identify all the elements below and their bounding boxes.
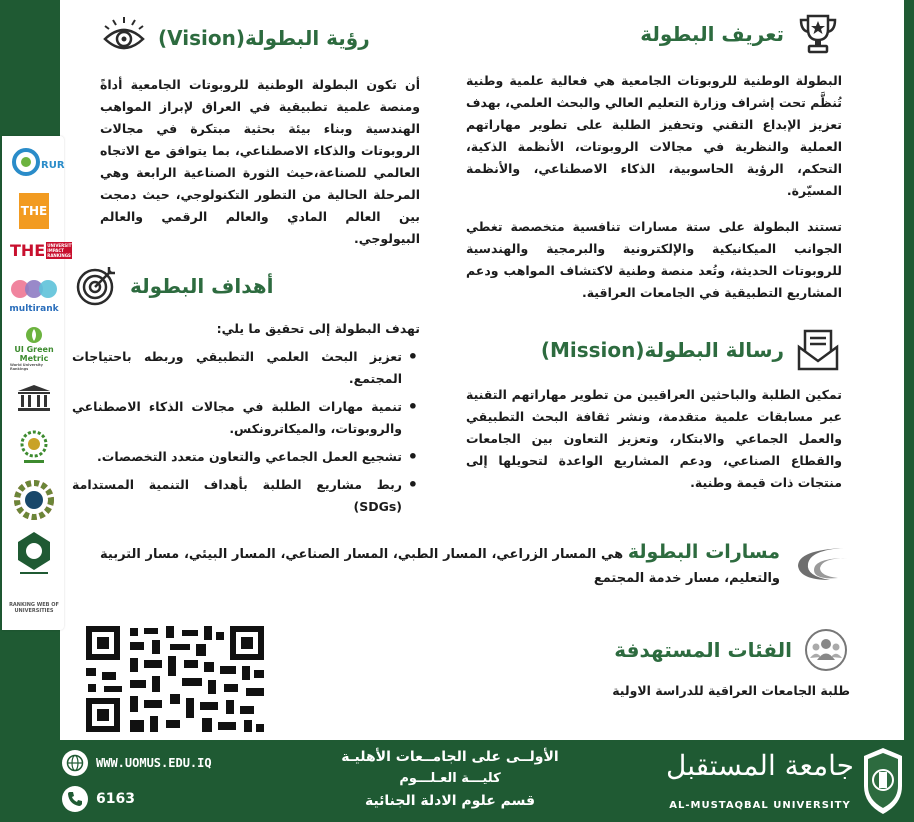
the-impact-sub: UNIVERSITY IMPACT RANKINGS	[47, 242, 75, 258]
target-section	[560, 626, 850, 702]
university-name-block	[664, 746, 856, 811]
greenmetric-sub: World University Rankings	[10, 363, 43, 371]
phone-number[interactable]: 6163	[96, 791, 135, 807]
right-frame	[904, 0, 914, 740]
institution-columns-icon	[10, 380, 58, 416]
phone-row[interactable]	[62, 786, 135, 812]
eye-icon	[100, 14, 148, 62]
goals-heading	[72, 262, 420, 310]
definition-heading	[466, 10, 842, 58]
svg-text:RUR: RUR	[41, 160, 65, 171]
goal-item: • تنمية مهارات الطلبة في مجالات الذكاء الاصطناعي والروبوتات، والميكاترونكس.	[72, 396, 420, 440]
tracks-section	[100, 540, 850, 591]
footer-bar	[0, 740, 914, 822]
university-name-en: AL-MUSTAQBAL UNIVERSITY	[669, 800, 851, 811]
vision-section	[100, 14, 420, 250]
qr-code[interactable]	[86, 626, 264, 732]
university-emblem-icon	[860, 746, 906, 816]
footer-line-3: قسم علوم الادلة الجنائية	[364, 793, 536, 809]
the-impact-logo	[10, 236, 75, 264]
goals-title: أهداف البطولة	[130, 274, 274, 298]
footer-line-2: كليـــة العـلـــوم	[399, 771, 501, 786]
goals-section	[72, 262, 420, 524]
definition-paragraph-1: البطولة الوطنية للروبوتات الجامعية هي فعالية علمية وطنية تُنظَّم تحت إشراف وزارة التعليم العالي والبحث العلمي، بهدف تعزيز الإبداع التقني وتحفيز الطلبة على تطوير مهاراتهم العملية والنظرية في مجالات الروبوتات، الأنظمة الذكية، التحكم، الرؤية الحاسوبية، الذكاء الاصطناعي، والأنظمة المسيّرة.	[466, 73, 842, 198]
phone-icon	[62, 786, 88, 812]
definition-title: تعريف البطولة	[640, 22, 784, 46]
rur-logo	[10, 144, 65, 184]
webometrics-logo	[10, 592, 58, 624]
goal-item: • تشجيع العمل الجماعي والتعاون متعدد التخصصات.	[72, 446, 420, 468]
the-logo-text: THE	[19, 193, 49, 229]
target-title: الفئات المستهدفة	[614, 638, 792, 662]
goal-item: • ربط مشاريع الطلبة بأهداف التنمية المستدامة (SDGs)	[72, 474, 420, 518]
tracks-swoosh-icon	[790, 540, 850, 588]
trophy-icon	[794, 10, 842, 58]
the-logo	[10, 192, 58, 230]
target-icon	[72, 262, 120, 310]
website-link[interactable]: WWW.UOMUS.EDU.IQ	[96, 756, 212, 770]
multirank-logo	[10, 270, 58, 318]
definition-section	[466, 10, 842, 304]
greenmetric-text: UI Green Metric	[14, 345, 54, 363]
definition-paragraph-2: تستند البطولة على ستة مسارات تنافسية متخصصة تغطي الجوانب الميكانيكية والإلكترونية والبرمجية والهندسية للروبوتات الحديثة، وتُعد منصة وطنية لاكتشاف المواهب ودعم المشاريع التطبيقية في الجامعات العراقية.	[466, 219, 842, 300]
vision-heading	[100, 14, 420, 62]
the-impact-text: THE	[10, 240, 46, 260]
footer-center-text	[300, 746, 600, 812]
vision-title: رؤية البطولة(Vision)	[158, 26, 370, 50]
vision-text: أن تكون البطولة الوطنية للروبوتات الجامعية أداةً ومنصة علمية تطبيقية في العراق لإبراز المواهب الهندسية وبناء بيئة بحثية مبتكرة في مجالات الروبوتات والذكاء الاصطناعي، بما يتوافق مع الاتجاه العالمي للصناعة،حيث الثورة الصناعية الرابعة وهي المرحلة الحالية من التطور التكنولوجي، حيث دمجت بين العالم المادي والعالم الرقمي والعالم البيولوجي.	[100, 77, 420, 246]
mission-heading	[466, 326, 842, 374]
target-heading	[560, 626, 850, 674]
envelope-icon	[794, 326, 842, 374]
goal-item: • تعزيز البحث العلمي التطبيقي وربطه باحتياجات المجتمع.	[72, 346, 420, 390]
sdg-logo	[10, 478, 58, 522]
globe-icon	[62, 750, 88, 776]
arab-ranking-logo	[10, 426, 58, 470]
website-row[interactable]	[62, 750, 212, 776]
footer-line-1: الأولــى على الجامــعات الأهليـة	[341, 749, 559, 765]
group-icon	[802, 626, 850, 674]
multirank-text: multirank	[9, 304, 59, 314]
mission-text: تمكين الطلبة والباحثين العراقيين من تطوير مهاراتهم التقنية عبر مسابقات علمية متقدمة، ونشر ثقافة البحث التطبيقي والعمل الجماعي والابتكار، وتعزيز التعاون بين الجامعات والقطاع الصناعي، ودعم المشاريع الواعدة لتحويلها إلى منتجات ذات قيمة وطنية.	[466, 387, 842, 490]
target-text: طلبة الجامعات العراقية للدراسة الاولية	[612, 683, 850, 698]
arab-federation-logo	[10, 528, 58, 578]
goals-intro: تهدف البطولة إلى تحقيق ما يلي:	[216, 321, 420, 336]
mission-title: رسالة البطولة(Mission)	[540, 338, 784, 362]
mission-section	[466, 326, 842, 494]
goals-list	[72, 346, 420, 518]
tracks-paragraph	[100, 540, 780, 591]
tracks-title: مسارات البطولة	[627, 541, 780, 563]
webometrics-text: RANKING WEB OF UNIVERSITIES	[9, 602, 59, 614]
ranking-logos-strip	[2, 136, 75, 630]
tracks-text: هي المسار الزراعي، المسار الطبي، المسار الصناعي، المسار البيئي، مسار التربية والتعليم، مسار خدمة المجتمع	[100, 547, 780, 586]
university-name-ar: جامعة المستقبل	[665, 749, 854, 782]
greenmetric-logo	[10, 322, 58, 374]
